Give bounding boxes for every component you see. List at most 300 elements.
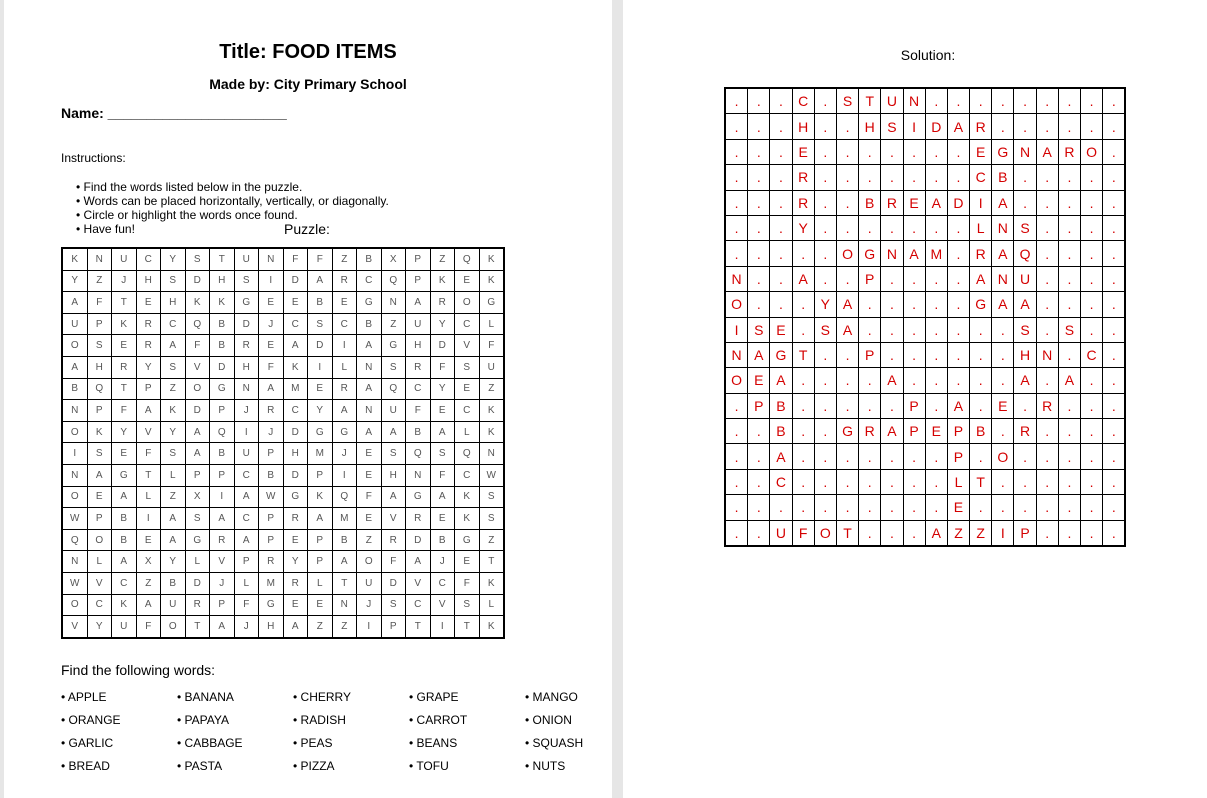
puzzle-cell: F [430, 356, 455, 378]
puzzle-cell: U [234, 443, 259, 465]
puzzle-cell: H [381, 464, 406, 486]
puzzle-cell: D [406, 529, 431, 551]
puzzle-cell: R [259, 400, 284, 422]
puzzle-cell: K [308, 486, 333, 508]
puzzle-cell: S [161, 270, 186, 292]
solution-cell: . [1103, 495, 1126, 520]
solution-cell: U [770, 520, 792, 546]
puzzle-cell: K [112, 313, 137, 335]
solution-cell: . [814, 241, 836, 266]
solution-cell: . [859, 292, 881, 317]
solution-cell: . [881, 520, 903, 546]
puzzle-cell: S [185, 508, 210, 530]
solution-cell: E [748, 368, 770, 393]
puzzle-cell: W [62, 508, 87, 530]
word-list-item: • CHERRY [293, 690, 351, 704]
puzzle-cell: N [479, 443, 504, 465]
puzzle-cell: S [479, 508, 504, 530]
puzzle-cell: A [210, 616, 235, 638]
solution-cell: P [748, 393, 770, 418]
puzzle-cell: I [332, 335, 357, 357]
puzzle-cell: F [455, 572, 480, 594]
solution-cell: N [992, 215, 1014, 240]
puzzle-cell: G [185, 529, 210, 551]
puzzle-cell: A [430, 421, 455, 443]
puzzle-cell: V [210, 551, 235, 573]
puzzle-cell: A [381, 486, 406, 508]
solution-cell: . [1103, 317, 1126, 342]
puzzle-cell: G [332, 421, 357, 443]
puzzle-cell: Q [455, 248, 480, 270]
solution-cell: . [925, 317, 947, 342]
solution-cell: U [1014, 266, 1036, 291]
puzzle-cell: F [185, 335, 210, 357]
puzzle-cell: B [259, 464, 284, 486]
solution-cell: . [881, 495, 903, 520]
solution-cell: . [748, 215, 770, 240]
solution-cell: . [725, 114, 748, 139]
puzzle-cell: T [455, 616, 480, 638]
puzzle-row [62, 572, 504, 594]
puzzle-cell: W [259, 486, 284, 508]
instruction-item: • Circle or highlight the words once found. [76, 208, 298, 222]
solution-cell: S [814, 317, 836, 342]
puzzle-cell: A [259, 378, 284, 400]
solution-cell: Q [1014, 241, 1036, 266]
word-list-item: • APPLE [61, 690, 107, 704]
solution-cell: E [947, 495, 969, 520]
puzzle-cell: A [430, 486, 455, 508]
solution-cell: I [725, 317, 748, 342]
puzzle-cell: A [136, 400, 161, 422]
puzzle-cell: I [308, 356, 333, 378]
puzzle-cell: J [234, 616, 259, 638]
solution-cell: . [1103, 114, 1126, 139]
solution-cell: . [1036, 520, 1058, 546]
puzzle-cell: A [332, 551, 357, 573]
puzzle-cell: D [185, 400, 210, 422]
puzzle-cell: N [62, 400, 87, 422]
solution-cell: . [748, 292, 770, 317]
puzzle-cell: S [87, 443, 112, 465]
puzzle-row [62, 616, 504, 638]
solution-cell: A [881, 368, 903, 393]
puzzle-cell: E [357, 508, 382, 530]
solution-cell: C [970, 165, 992, 190]
solution-cell: . [836, 469, 858, 494]
puzzle-row [62, 313, 504, 335]
puzzle-cell: T [479, 551, 504, 573]
puzzle-cell: E [308, 378, 333, 400]
solution-cell: . [1058, 266, 1080, 291]
puzzle-cell: R [136, 313, 161, 335]
puzzle-cell: B [357, 248, 382, 270]
solution-cell: B [970, 419, 992, 444]
puzzle-cell: T [112, 378, 137, 400]
puzzle-cell: E [112, 335, 137, 357]
puzzle-cell: M [259, 572, 284, 594]
solution-cell: A [992, 190, 1014, 215]
puzzle-cell: Z [332, 248, 357, 270]
solution-cell: A [947, 393, 969, 418]
solution-cell: . [1058, 444, 1080, 469]
puzzle-cell: S [308, 313, 333, 335]
solution-cell: . [992, 495, 1014, 520]
instructions-list [76, 180, 389, 236]
puzzle-cell: R [332, 378, 357, 400]
puzzle-cell: P [87, 400, 112, 422]
solution-cell: . [814, 368, 836, 393]
solution-cell: . [725, 520, 748, 546]
puzzle-cell: U [479, 356, 504, 378]
puzzle-cell: Y [430, 313, 455, 335]
puzzle-cell: R [406, 356, 431, 378]
puzzle-cell: I [357, 616, 382, 638]
solution-cell: . [1103, 165, 1126, 190]
solution-cell: G [770, 342, 792, 367]
solution-cell: . [792, 368, 814, 393]
puzzle-cell: G [283, 486, 308, 508]
puzzle-cell: J [357, 594, 382, 616]
puzzle-cell: B [332, 529, 357, 551]
solution-cell: . [1103, 190, 1126, 215]
solution-cell: . [1058, 241, 1080, 266]
solution-cell: . [814, 393, 836, 418]
puzzle-cell: Y [87, 616, 112, 638]
puzzle-cell: H [136, 270, 161, 292]
puzzle-cell: S [381, 356, 406, 378]
puzzle-cell: E [283, 529, 308, 551]
solution-cell: . [970, 342, 992, 367]
puzzle-cell: V [136, 421, 161, 443]
solution-row [725, 495, 1125, 520]
solution-cell: N [881, 241, 903, 266]
word-list-item: • PEAS [293, 736, 333, 750]
puzzle-cell: B [357, 313, 382, 335]
solution-cell: . [1014, 393, 1036, 418]
puzzle-cell: D [308, 335, 333, 357]
puzzle-cell: R [283, 508, 308, 530]
puzzle-cell: G [381, 335, 406, 357]
solution-cell: . [947, 292, 969, 317]
solution-cell: B [770, 393, 792, 418]
solution-cell: G [859, 241, 881, 266]
solution-cell: A [881, 419, 903, 444]
puzzle-cell: A [112, 486, 137, 508]
solution-cell: . [992, 88, 1014, 114]
solution-cell: . [947, 342, 969, 367]
solution-row [725, 165, 1125, 190]
solution-cell: . [970, 88, 992, 114]
puzzle-cell: J [234, 400, 259, 422]
puzzle-cell: K [479, 248, 504, 270]
solution-cell: . [1058, 165, 1080, 190]
puzzle-cell: B [308, 292, 333, 314]
solution-cell: . [1103, 88, 1126, 114]
word-list-item: • BANANA [177, 690, 234, 704]
puzzle-cell: A [283, 335, 308, 357]
puzzle-cell: K [455, 486, 480, 508]
puzzle-cell: F [308, 248, 333, 270]
puzzle-cell: A [185, 421, 210, 443]
solution-cell: Z [970, 520, 992, 546]
solution-cell: A [836, 317, 858, 342]
solution-cell: . [814, 114, 836, 139]
puzzle-cell: G [455, 529, 480, 551]
solution-cell: . [903, 139, 925, 164]
puzzle-cell: S [234, 270, 259, 292]
puzzle-cell: X [381, 248, 406, 270]
solution-cell: . [903, 317, 925, 342]
solution-row [725, 368, 1125, 393]
puzzle-cell: P [87, 313, 112, 335]
worksheet-subtitle: Made by: City Primary School [209, 76, 407, 92]
puzzle-cell: K [283, 356, 308, 378]
solution-cell: . [970, 495, 992, 520]
solution-cell: N [1014, 139, 1036, 164]
solution-cell: . [1103, 292, 1126, 317]
puzzle-cell: U [381, 400, 406, 422]
puzzle-cell: Y [62, 270, 87, 292]
solution-cell: . [725, 215, 748, 240]
solution-cell: A [1036, 139, 1058, 164]
solution-cell: . [992, 368, 1014, 393]
solution-cell: . [925, 469, 947, 494]
solution-cell: . [748, 114, 770, 139]
puzzle-cell: D [185, 270, 210, 292]
word-list-item: • ORANGE [61, 713, 121, 727]
solution-cell: S [1058, 317, 1080, 342]
solution-cell: . [748, 469, 770, 494]
puzzle-cell: H [259, 616, 284, 638]
solution-cell: . [770, 114, 792, 139]
puzzle-cell: A [161, 508, 186, 530]
puzzle-cell: E [308, 594, 333, 616]
solution-cell: . [1058, 114, 1080, 139]
puzzle-cell: C [406, 378, 431, 400]
puzzle-cell: R [381, 529, 406, 551]
puzzle-cell: D [283, 421, 308, 443]
solution-cell: . [859, 444, 881, 469]
puzzle-cell: T [332, 572, 357, 594]
puzzle-cell: I [430, 616, 455, 638]
puzzle-cell: N [62, 551, 87, 573]
solution-row [725, 520, 1125, 546]
puzzle-cell: F [259, 356, 284, 378]
puzzle-cell: P [210, 400, 235, 422]
puzzle-cell: P [406, 248, 431, 270]
puzzle-cell: V [381, 508, 406, 530]
solution-cell: T [859, 88, 881, 114]
puzzle-cell: A [185, 443, 210, 465]
puzzle-cell: R [406, 508, 431, 530]
puzzle-cell: S [161, 443, 186, 465]
solution-cell: . [881, 317, 903, 342]
word-list-item: • SQUASH [525, 736, 584, 750]
solution-cell: A [1014, 292, 1036, 317]
solution-cell: . [925, 495, 947, 520]
solution-cell: N [903, 88, 925, 114]
solution-cell: . [925, 88, 947, 114]
puzzle-cell: A [308, 270, 333, 292]
puzzle-cell: K [112, 594, 137, 616]
solution-cell: . [1103, 469, 1126, 494]
solution-cell: B [992, 165, 1014, 190]
puzzle-cell: U [357, 572, 382, 594]
puzzle-cell: P [185, 464, 210, 486]
solution-cell: A [992, 292, 1014, 317]
puzzle-cell: N [62, 464, 87, 486]
puzzle-cell: I [234, 421, 259, 443]
solution-cell: . [748, 241, 770, 266]
puzzle-cell: V [430, 594, 455, 616]
solution-cell: E [903, 190, 925, 215]
solution-cell: . [814, 215, 836, 240]
puzzle-cell: E [430, 400, 455, 422]
solution-cell: . [1103, 266, 1126, 291]
solution-cell: P [903, 393, 925, 418]
puzzle-cell: B [112, 529, 137, 551]
puzzle-cell: K [210, 292, 235, 314]
puzzle-cell: U [406, 313, 431, 335]
solution-cell: . [859, 368, 881, 393]
puzzle-cell: T [112, 292, 137, 314]
puzzle-cell: A [381, 421, 406, 443]
solution-cell: . [1014, 469, 1036, 494]
puzzle-cell: U [234, 248, 259, 270]
solution-cell: S [1014, 317, 1036, 342]
solution-cell: P [859, 266, 881, 291]
solution-cell: N [1036, 342, 1058, 367]
solution-cell: . [859, 393, 881, 418]
puzzle-cell: F [136, 616, 161, 638]
puzzle-cell: H [283, 443, 308, 465]
solution-row [725, 190, 1125, 215]
puzzle-cell: H [210, 270, 235, 292]
solution-cell: . [859, 469, 881, 494]
word-list-item: • PASTA [177, 759, 223, 773]
puzzle-cell: A [136, 594, 161, 616]
solution-cell: S [836, 88, 858, 114]
solution-cell: R [970, 241, 992, 266]
solution-cell: . [814, 444, 836, 469]
solution-cell: . [903, 469, 925, 494]
puzzle-cell: G [308, 421, 333, 443]
word-list-item: • BEANS [409, 736, 458, 750]
puzzle-cell: E [283, 292, 308, 314]
solution-cell: . [1036, 469, 1058, 494]
puzzle-cell: E [259, 292, 284, 314]
solution-cell: . [947, 317, 969, 342]
puzzle-cell: E [259, 335, 284, 357]
puzzle-cell: J [259, 313, 284, 335]
solution-cell: . [748, 88, 770, 114]
solution-cell: S [748, 317, 770, 342]
puzzle-cell: G [479, 292, 504, 314]
puzzle-cell: A [357, 421, 382, 443]
puzzle-cell: Q [210, 421, 235, 443]
puzzle-cell: G [234, 292, 259, 314]
solution-cell: . [836, 139, 858, 164]
puzzle-cell: G [210, 378, 235, 400]
puzzle-cell: F [234, 594, 259, 616]
solution-cell: E [925, 419, 947, 444]
puzzle-cell: N [406, 464, 431, 486]
puzzle-cell: C [455, 313, 480, 335]
solution-cell: . [792, 241, 814, 266]
solution-cell: . [814, 165, 836, 190]
puzzle-cell: P [87, 508, 112, 530]
puzzle-cell: R [234, 335, 259, 357]
solution-cell: . [1058, 190, 1080, 215]
puzzle-cell: B [62, 378, 87, 400]
puzzle-cell: E [430, 508, 455, 530]
solution-cell: A [970, 266, 992, 291]
puzzle-cell: A [62, 292, 87, 314]
puzzle-cell: F [430, 464, 455, 486]
solution-cell: R [859, 419, 881, 444]
puzzle-cell: O [62, 421, 87, 443]
solution-cell: . [1103, 520, 1126, 546]
puzzle-row [62, 335, 504, 357]
solution-cell: . [748, 419, 770, 444]
puzzle-cell: I [332, 464, 357, 486]
puzzle-cell: S [455, 594, 480, 616]
word-list-item: • RADISH [293, 713, 346, 727]
solution-cell: . [770, 292, 792, 317]
solution-cell: . [1036, 190, 1058, 215]
solution-cell: . [725, 469, 748, 494]
solution-cell: . [881, 215, 903, 240]
solution-cell: O [725, 292, 748, 317]
solution-cell: . [881, 266, 903, 291]
solution-cell: T [792, 342, 814, 367]
solution-cell: . [748, 190, 770, 215]
puzzle-cell: Q [185, 313, 210, 335]
solution-cell: R [1036, 393, 1058, 418]
solution-cell: E [992, 393, 1014, 418]
puzzle-cell: T [406, 616, 431, 638]
puzzle-cell: V [62, 616, 87, 638]
puzzle-cell: S [479, 486, 504, 508]
solution-cell: . [770, 88, 792, 114]
puzzle-cell: Y [136, 356, 161, 378]
puzzle-cell: K [455, 508, 480, 530]
word-list-item: • CABBAGE [177, 736, 243, 750]
solution-cell: Y [814, 292, 836, 317]
solution-cell: S [881, 114, 903, 139]
puzzle-cell: Z [308, 616, 333, 638]
puzzle-cell: E [283, 594, 308, 616]
solution-cell: . [992, 114, 1014, 139]
solution-cell: . [903, 292, 925, 317]
solution-cell: R [881, 190, 903, 215]
puzzle-cell: I [259, 270, 284, 292]
solution-cell: . [725, 495, 748, 520]
puzzle-cell: A [62, 356, 87, 378]
puzzle-cell: W [479, 464, 504, 486]
puzzle-cell: F [406, 400, 431, 422]
solution-cell: . [1081, 292, 1103, 317]
solution-cell: R [1058, 139, 1080, 164]
solution-cell: . [1058, 469, 1080, 494]
puzzle-cell: I [136, 508, 161, 530]
puzzle-cell: V [455, 335, 480, 357]
puzzle-cell: K [430, 270, 455, 292]
puzzle-cell: E [455, 270, 480, 292]
solution-cell: . [1058, 393, 1080, 418]
solution-cell: . [903, 444, 925, 469]
